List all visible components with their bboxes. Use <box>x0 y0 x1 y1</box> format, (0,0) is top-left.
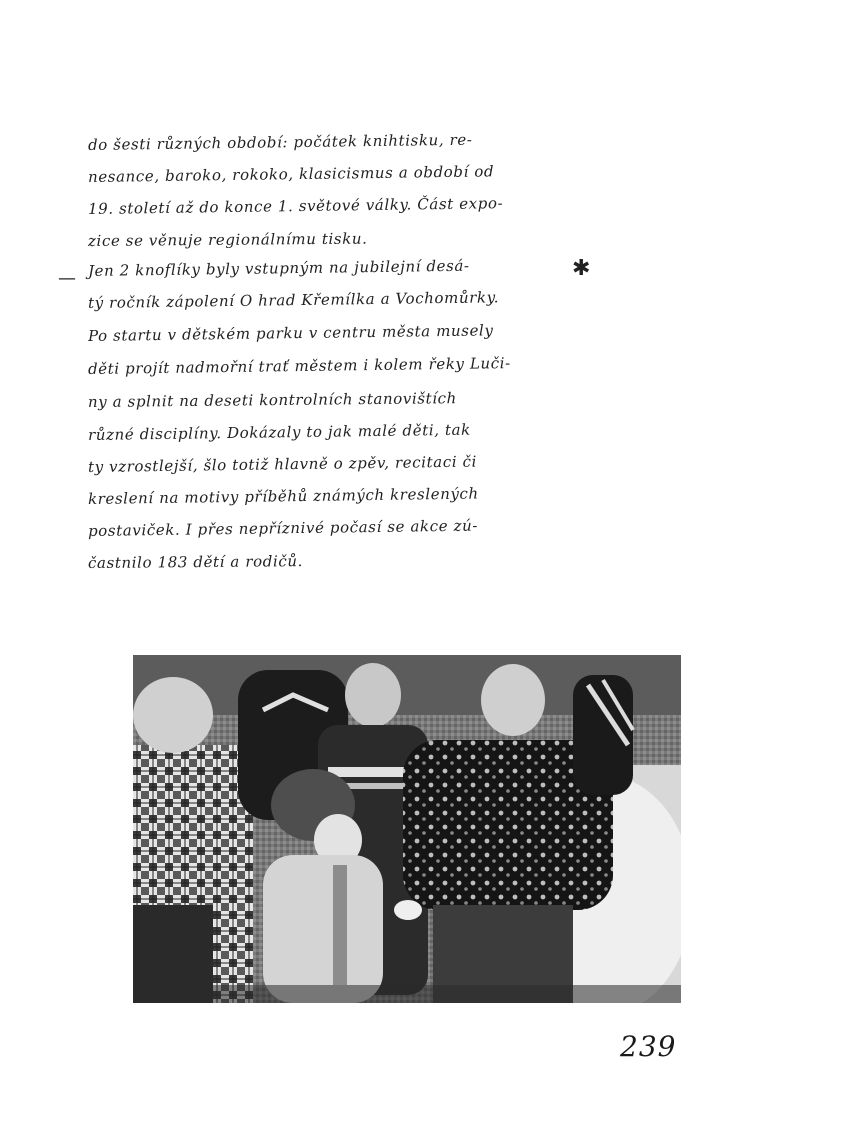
text-line-12: kreslení na motivy příběhů známých kreslených <box>87 484 479 508</box>
text-line-2: nesance, baroko, rokoko, klasicismus a období od <box>87 162 495 186</box>
page-number: 239 <box>620 1030 677 1063</box>
text-line-7: Po startu v dětském parku v centru města musely <box>87 321 494 345</box>
asterisk-mark: ✱ <box>572 256 591 281</box>
text-line-10: různé disciplíny. Dokázaly to jak malé děti, tak <box>87 420 471 444</box>
text-line-11: ty vzrostlejší, šlo totiž hlavně o zpěv, recitaci či <box>87 452 478 476</box>
text-line-9: ny a splnit na deseti kontrolních stanovištích <box>87 389 457 411</box>
text-line-4: zice se věnuje regionálnímu tisku. <box>87 229 368 250</box>
text-line-8: děti projít nadmořní trať městem i kolem řeky Luči- <box>87 354 511 378</box>
text-line-6: tý ročník zápolení O hrad Křemílka a Vochomůrky. <box>87 288 500 312</box>
text-line-14: častnilo 183 dětí a rodičů. <box>87 552 304 572</box>
text-line-1: do šesti různých období: počátek knihtisku, re- <box>87 130 473 154</box>
dash-mark: — <box>58 268 76 289</box>
text-line-3: 19. století až do konce 1. světové války. Část expo- <box>87 194 504 218</box>
photo-children-group-icon <box>133 655 681 1003</box>
children-photo <box>133 655 681 1003</box>
text-line-13: postaviček. I přes nepříznivé počasí se akce zú- <box>87 516 479 540</box>
text-line-5: Jen 2 knoflíky byly vstupným na jubilejní desá- <box>87 256 470 280</box>
